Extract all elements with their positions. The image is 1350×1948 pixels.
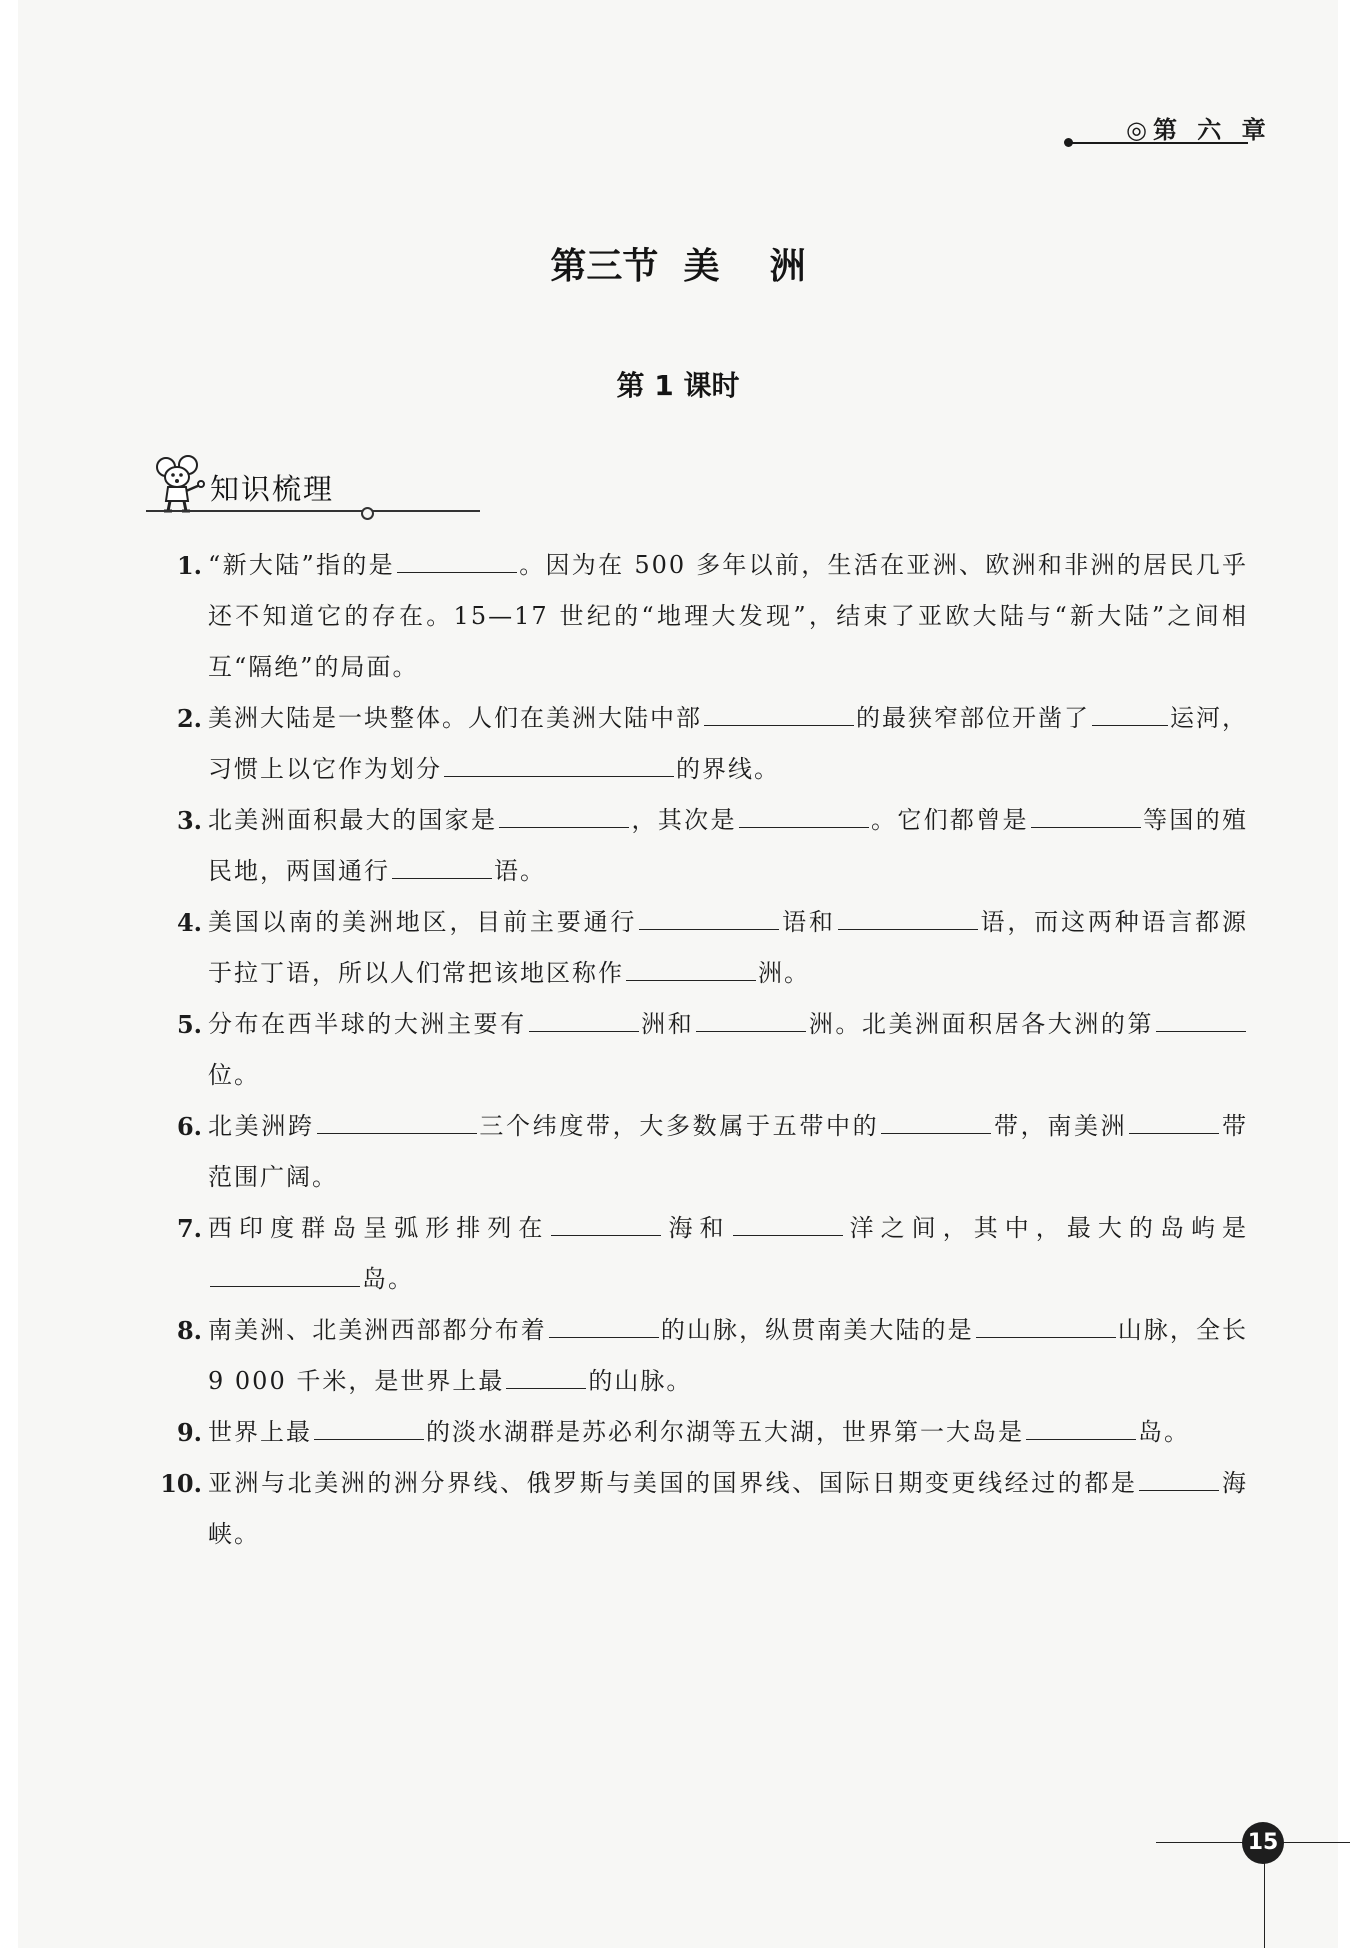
heading-underline-end (361, 507, 374, 520)
question-item (158, 897, 1248, 999)
question-text: 等国的殖民地，两国通行 (208, 806, 1249, 885)
question-text: 带范围广阔。 (208, 1112, 1249, 1191)
question-text: 语，而这两种语言都源于拉丁语，所以人们常把该地区称作 (208, 908, 1249, 987)
question-text: 南美洲、北美洲西部都分布着 (208, 1316, 547, 1344)
mouse-mascot-icon (152, 455, 208, 513)
answer-blank[interactable] (314, 1413, 424, 1440)
answer-blank[interactable] (444, 750, 674, 777)
answer-blank[interactable] (838, 903, 978, 930)
answer-blank[interactable] (529, 1005, 639, 1032)
answer-blank[interactable] (392, 852, 492, 879)
question-number: 3. (176, 806, 202, 835)
question-text: 海和 (663, 1214, 731, 1242)
question-text: “新大陆”指的是 (208, 551, 395, 579)
answer-blank[interactable] (733, 1209, 843, 1236)
question-text: 。因为在 500 多年以前，生活在亚洲、欧洲和非洲的居民几乎还不知道它的存在。15—17 世纪的“地理大发现”，结束了亚欧大陆与“新大陆”之间相互“隔绝”的局面。 (208, 551, 1248, 681)
question-text: 。它们都曾是 (870, 806, 1029, 834)
question-text: ，其次是 (631, 806, 737, 834)
question-text: 的山脉，纵贯南美大陆的是 (660, 1316, 974, 1344)
workbook-page (18, 0, 1338, 1948)
question-text: 分布在西半球的大洲主要有 (208, 1010, 527, 1038)
answer-blank[interactable] (1026, 1413, 1136, 1440)
answer-blank[interactable] (397, 546, 517, 573)
question-number: 9. (176, 1418, 202, 1447)
answer-blank[interactable] (976, 1311, 1116, 1338)
answer-blank[interactable] (317, 1107, 477, 1134)
knowledge-heading (152, 455, 382, 515)
answer-blank[interactable] (626, 954, 756, 981)
question-text: 的界线。 (676, 755, 780, 783)
question-number: 8. (176, 1316, 202, 1345)
answer-blank[interactable] (1139, 1464, 1219, 1491)
question-item (158, 1203, 1248, 1305)
question-item (158, 795, 1248, 897)
answer-blank[interactable] (739, 801, 869, 828)
question-text: 北美洲面积最大的国家是 (208, 806, 498, 834)
question-text: 带，南美洲 (993, 1112, 1128, 1140)
lesson-title: 第 1 课时 (616, 369, 740, 402)
chapter-label: ◎第 六 章 (1126, 116, 1272, 144)
question-text: 洲。北美洲面积居各大洲的第 (808, 1010, 1155, 1038)
question-text: 语。 (494, 857, 546, 885)
question-text: 海峡。 (208, 1469, 1249, 1548)
answer-blank[interactable] (499, 801, 629, 828)
question-text: 位。 (208, 1061, 260, 1089)
heading-label: 知识梳理 (210, 472, 335, 506)
question-text: 的最狭窄部位开凿了 (856, 704, 1090, 732)
question-text: 美洲大陆是一块整体。人们在美洲大陆中部 (208, 704, 702, 732)
question-list (158, 540, 1248, 1560)
question-item (158, 1407, 1248, 1458)
answer-blank[interactable] (506, 1362, 586, 1389)
question-text: 运河，习惯上以它作为划分 (208, 704, 1248, 783)
question-text: 岛。 (1138, 1418, 1190, 1446)
question-item (158, 1458, 1248, 1560)
question-item (158, 1305, 1248, 1407)
question-item (158, 1101, 1248, 1203)
answer-blank[interactable] (1156, 1005, 1246, 1032)
heading-underline (146, 510, 480, 512)
question-item (158, 540, 1248, 693)
question-text: 山脉，全长 9 000 千米，是世界上最 (208, 1316, 1249, 1395)
answer-blank[interactable] (210, 1260, 360, 1287)
question-text: 的淡水湖群是苏必利尔湖等五大湖，世界第一大岛是 (426, 1418, 1024, 1446)
answer-blank[interactable] (881, 1107, 991, 1134)
section-title: 第三节 美 洲 (550, 246, 806, 287)
answer-blank[interactable] (639, 903, 779, 930)
question-text: 洲和 (640, 1010, 695, 1038)
question-text: 美国以南的美洲地区，目前主要通行 (208, 908, 638, 936)
question-number: 5. (176, 1010, 202, 1039)
answer-blank[interactable] (549, 1311, 659, 1338)
question-text: 西印度群岛呈弧形排列在 (208, 1214, 550, 1242)
answer-blank[interactable] (1031, 801, 1141, 828)
question-item (158, 693, 1248, 795)
page-number: 15 (1242, 1822, 1284, 1864)
question-text: 语和 (781, 908, 836, 936)
question-text: 亚洲与北美洲的洲分界线、俄罗斯与美国的国界线、国际日期变更线经过的都是 (208, 1469, 1138, 1497)
answer-blank[interactable] (1129, 1107, 1219, 1134)
question-number: 1. (176, 551, 202, 580)
answer-blank[interactable] (551, 1209, 661, 1236)
question-number: 7. (176, 1214, 202, 1243)
question-item (158, 999, 1248, 1101)
question-text: 三个纬度带，大多数属于五带中的 (478, 1112, 880, 1140)
page-number-vertical-rule (1264, 1862, 1265, 1948)
answer-blank[interactable] (696, 1005, 806, 1032)
chapter-rule (1070, 142, 1248, 144)
question-text: 洋之间，其中，最大的岛屿是 (844, 1214, 1249, 1242)
question-number: 4. (176, 908, 202, 937)
answer-blank[interactable] (1092, 699, 1168, 726)
question-text: 世界上最 (208, 1418, 312, 1446)
question-text: 的山脉。 (588, 1367, 693, 1395)
question-number: 10. (160, 1469, 202, 1498)
answer-blank[interactable] (704, 699, 854, 726)
question-number: 2. (176, 704, 202, 733)
question-text: 洲。 (758, 959, 810, 987)
question-number: 6. (176, 1112, 202, 1141)
question-text: 北美洲跨 (208, 1112, 315, 1140)
question-text: 岛。 (362, 1265, 414, 1293)
